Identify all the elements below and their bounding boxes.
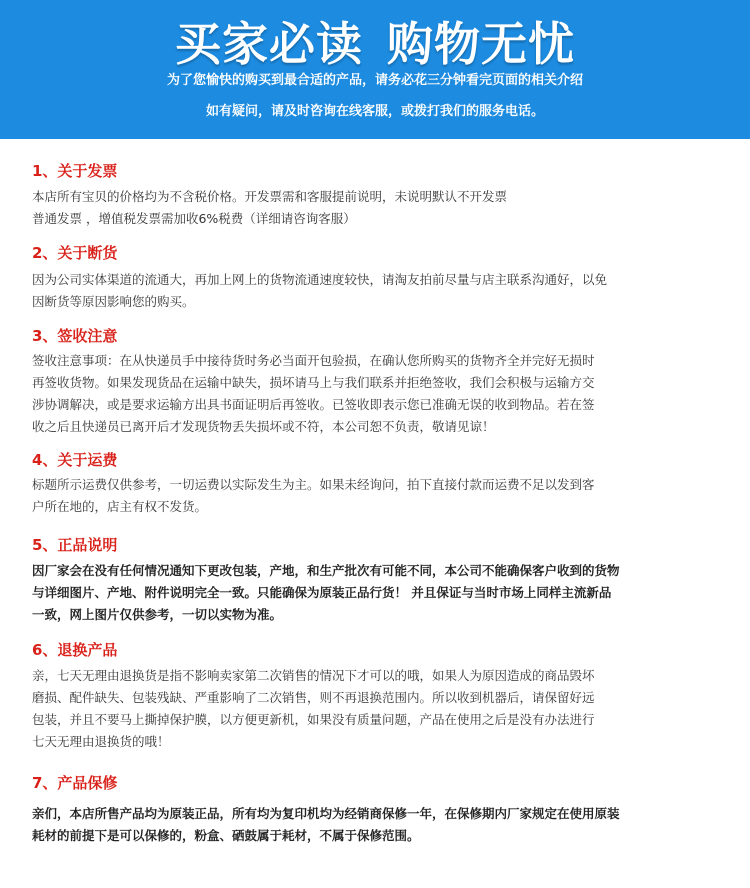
section-line: 户所在地的，店主有权不发货。 (32, 499, 208, 514)
section-line: 与详细图片、产地、附件说明完全一致。只能确保为原装正品行货！ 并且保证与当时市场上同样主流新品 (32, 585, 612, 600)
header-banner (0, 0, 750, 139)
section-line: 因断货等原因影响您的购买。 (32, 294, 195, 309)
page-title-left: 买家必读 (175, 17, 363, 71)
section-stockout (32, 243, 722, 309)
section-line: 再签收货物。如果发现货品在运输中缺失，损坏请马上与我们联系并拒绝签收，我们会积极与运输方交 (32, 375, 595, 390)
section-line: 因为公司实体渠道的流通大，再加上网上的货物流通速度较快，请淘友拍前尽量与店主联系沟通好，以免 (32, 272, 608, 287)
section-body (32, 474, 722, 518)
page-title-right: 购物无忧 (387, 17, 575, 71)
section-line: 亲，七天无理由退换货是指不影响卖家第二次销售的情况下才可以的哦，如果人为原因造成的商品毁坏 (32, 668, 595, 683)
section-title: 7、产品保修 (32, 774, 118, 792)
section-title: 4、关于运费 (32, 451, 118, 469)
section-line: 因厂家会在没有任何情况通知下更改包装，产地，和生产批次有可能不同，本公司不能确保客户收到的货物 (32, 563, 620, 578)
section-line: 亲们，本店所售产品均为原装正品，所有均为复印机均为经销商保修一年，在保修期内厂家规定在使用原装 (32, 806, 620, 821)
section-body (32, 665, 722, 753)
section-title: 2、关于断货 (32, 244, 118, 262)
section-line: 本店所有宝贝的价格均为不含税价格。开发票需和客服提前说明，未说明默认不开发票 (32, 189, 508, 204)
section-body (32, 186, 722, 230)
section-line: 标题所示运费仅供参考，一切运费以实际发生为主。如果未经询问，拍下直接付款而运费不足以发到客 (32, 477, 595, 492)
section-title: 5、正品说明 (32, 536, 118, 554)
section-line: 涉协调解决，或是要求运输方出具书面证明后再签收。已签收即表示您已准确无误的收到物品。若在签 (32, 397, 595, 412)
section-genuine (32, 535, 722, 622)
banner-subtitle: 为了您愉快的购买到最合适的产品，请务必花三分钟看完页面的相关介绍 (166, 73, 583, 88)
section-line: 普通发票 ，增值税发票需加收6%税费（详细请咨询客服） (32, 211, 356, 226)
page-title (0, 8, 750, 74)
section-line: 签收注意事项：在从快递员手中接待货时务必当面开包验损，在确认您所购买的货物齐全并完好无损时 (32, 353, 595, 368)
section-title: 1、关于发票 (32, 162, 118, 180)
section-body (32, 803, 722, 847)
section-line: 一致，网上图片仅供参考，一切以实物为准。 (32, 607, 283, 622)
section-title: 6、退换产品 (32, 641, 118, 659)
banner-contact-note: 如有疑问，请及时咨询在线客服，或拨打我们的服务电话。 (205, 104, 544, 119)
section-shipping (32, 450, 722, 514)
section-signing (32, 326, 722, 434)
section-returns (32, 640, 722, 749)
section-body (32, 350, 722, 438)
section-body (32, 560, 722, 626)
section-line: 收之后且快递员已离开后才发现货物丢失损坏或不符，本公司恕不负责，敬请见谅！ (32, 419, 495, 434)
section-invoice (32, 161, 722, 226)
section-title: 3、签收注意 (32, 327, 118, 345)
section-warranty (32, 773, 722, 843)
section-body (32, 269, 722, 313)
section-line: 七天无理由退换货的哦！ (32, 734, 170, 749)
section-line: 耗材的前提下是可以保修的，粉盒、硒鼓属于耗材，不属于保修范围。 (32, 828, 420, 843)
section-line: 磨损、配件缺失、包装残缺、严重影响了二次销售，则不再退换范围内。所以收到机器后，请保留好远 (32, 690, 595, 705)
section-line: 包装，并且不要马上撕掉保护膜，以方便更新机，如果没有质量问题，产品在使用之后是没有办法进行 (32, 712, 595, 727)
